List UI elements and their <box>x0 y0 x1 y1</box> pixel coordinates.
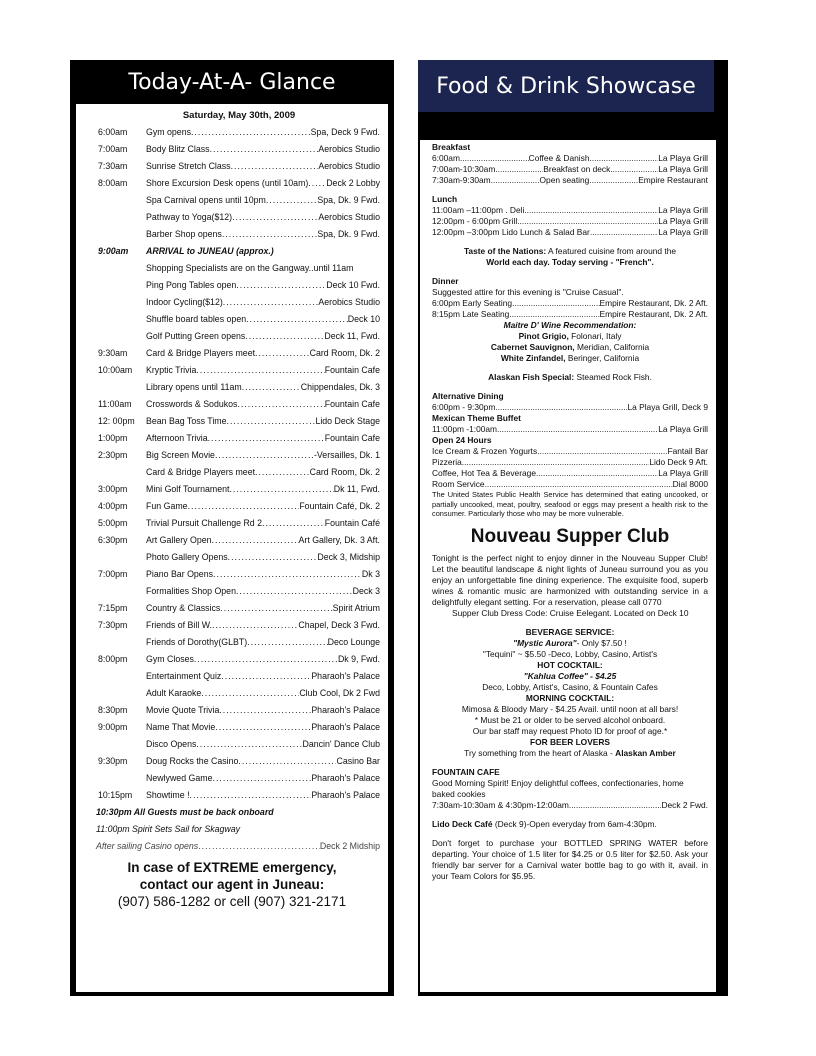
row-time: 4:00pm <box>98 501 128 511</box>
schedule-row <box>98 583 380 600</box>
row-location: Deck 3, Midship <box>317 552 380 562</box>
food-drink-panel <box>418 60 728 996</box>
row-location: Card Room, Dk. 2 <box>309 348 380 358</box>
row-event: Trivial Pursuit Challenge Rd 2 <box>146 518 263 528</box>
row-time <box>98 736 146 753</box>
row-time: 7:15pm <box>98 603 128 613</box>
row-location: Spa, Deck 9 Fwd. <box>310 127 380 137</box>
row-event: Card & Bridge Players meet <box>146 467 256 477</box>
row-event: Crosswords & Sodukos <box>146 399 238 409</box>
row-event: Gym Closes <box>146 654 194 664</box>
schedule-row <box>98 192 380 209</box>
schedule-row <box>98 685 380 702</box>
schedule-row <box>98 226 380 243</box>
schedule-row <box>98 243 380 260</box>
schedule <box>76 104 388 910</box>
schedule-row <box>98 311 380 328</box>
dinner-row: 6:00pm Early Seating ..... Empire Restaurant, Dk. 2 Aft. <box>432 298 708 309</box>
row-event: Disco Opens <box>146 739 197 749</box>
row-event: Piano Bar Opens <box>146 569 213 579</box>
schedule-date: Saturday, May 30th, 2009 <box>182 110 296 121</box>
row-location: Aerobics Studio <box>318 144 380 154</box>
dinner-attire: Suggested attire for this evening is "Cruise Casual". <box>432 287 624 297</box>
row-event: Ping Pong Tables open <box>146 280 237 290</box>
row-time: 7:00am <box>98 144 128 154</box>
row-event: Name That Movie <box>146 722 216 732</box>
row-event: Bean Bag Toss Time <box>146 416 227 426</box>
breakfast-row: 7:30am-9:30am ..... Open seating ..... Empire Restaurant <box>432 175 708 186</box>
row-location: Deck 10 <box>347 314 380 324</box>
row-event: Barber Shop opens <box>146 229 222 239</box>
row-event: Shore Excursion Desk opens (until 10am) <box>146 178 309 188</box>
breakfast-row: 7:00am-10:30am ..... Breakfast on deck ..... La Playa Grill <box>432 164 708 175</box>
row-location: Dancin' Dance Club <box>302 739 380 749</box>
schedule-row <box>98 753 380 770</box>
row-location: Aerobics Studio <box>318 297 380 307</box>
schedule-row <box>98 294 380 311</box>
schedule-row <box>98 566 380 583</box>
row-event: Pathway to Yoga($12) <box>146 212 233 222</box>
row-event: Adult Karaoke <box>146 688 202 698</box>
row-time <box>98 311 146 328</box>
breakfast-list <box>432 153 708 186</box>
schedule-row <box>98 787 380 804</box>
schedule-row <box>98 175 380 192</box>
row-location: Chippendales, Dk. 3 <box>300 382 380 392</box>
taste-of-nations: Taste of the Nations: A featured cuisine from around the World each day. Today serving - "French". <box>463 246 677 267</box>
row-time <box>98 685 146 702</box>
row-event: Photo Gallery Opens <box>146 552 228 562</box>
schedule-row <box>98 719 380 736</box>
row-time: 3:00pm <box>98 484 128 494</box>
row-location: Fountain Cafe <box>324 365 380 375</box>
after-sailing-row: After sailing Casino opens ..... Deck 2 Midship <box>96 838 380 855</box>
row-location: -Versailles, Dk. 1 <box>314 450 380 460</box>
row-location: Lido Deck Stage <box>315 416 380 426</box>
schedule-row <box>98 498 380 515</box>
row-location: Fountain Cafe <box>324 399 380 409</box>
row-time: 7:30am <box>98 161 128 171</box>
wine-item: Pinot Grigio, Folonari, Italy <box>518 331 622 341</box>
row-location: Dk 3 <box>361 569 380 579</box>
row-event: Entertainment Quiz <box>146 671 222 681</box>
supper-club-title: Nouveau Supper Club <box>470 525 670 547</box>
schedule-row <box>98 124 380 141</box>
row-event: Sunrise Stretch Class <box>146 161 231 171</box>
open24-heading: Open 24 Hours <box>432 435 492 445</box>
row-event: Golf Putting Green opens <box>146 331 246 341</box>
row-event: Gym opens <box>146 127 191 137</box>
food-title: Food & Drink Showcase <box>418 60 714 112</box>
lunch-heading: Lunch <box>432 194 458 204</box>
bottled-water-note: Don't forget to purchase your BOTTLED SPRING WATER before departing. Your choice of 1.5 liter for $4.25 or 0.5 liter for $2.50. Ask your friendly bar server for a Carnival water bottle bag to go with it, avail. in your Team Colors for $5.95. <box>432 837 708 881</box>
schedule-row <box>98 481 380 498</box>
row-location: Spirit Atrium <box>332 603 380 613</box>
schedule-row <box>98 464 380 481</box>
row-time <box>98 668 146 685</box>
schedule-row <box>98 600 380 617</box>
row-time: 10:15pm <box>98 790 133 800</box>
row-time: 6:30pm <box>98 535 128 545</box>
lunch-row: 11:00am –11:00pm . Deli ..... La Playa Grill <box>432 205 708 216</box>
glance-sheet <box>76 104 388 992</box>
row-time <box>98 379 146 396</box>
row-event: Afternoon Trivia <box>146 433 208 443</box>
row-location: Deck 10 Fwd. <box>326 280 380 290</box>
row-time: 2:30pm <box>98 450 128 460</box>
breakfast-row: 6:00am ..... Coffee & Danish ..... La Playa Grill <box>432 153 708 164</box>
open24-row: Room Service ..... Dial 8000 <box>432 479 708 490</box>
open24-row: Pizzeria ..... Lido Deck 9 Aft. <box>432 457 708 468</box>
row-location: Aerobics Studio <box>318 212 380 222</box>
schedule-row <box>98 515 380 532</box>
row-location: Pharaoh's Palace <box>311 705 380 715</box>
all-aboard-note: 10:30pm All Guests must be back onboard <box>96 807 274 817</box>
fountain-cafe-text: Good Morning Spirit! Enjoy delightful coffees, confectionaries, home baked cookies <box>432 777 684 799</box>
row-time: 9:30pm <box>98 756 128 766</box>
open24-row: Coffee, Hot Tea & Beverage ..... La Playa Grill <box>432 468 708 479</box>
schedule-row <box>98 532 380 549</box>
row-time <box>98 192 146 209</box>
wine-heading: Maitre D' Wine Recommendation: <box>503 320 637 330</box>
schedule-row <box>98 736 380 753</box>
row-location: Spa, Dk. 9 Fwd. <box>317 195 380 205</box>
wine-item: White Zinfandel, Beringer, California <box>500 353 640 363</box>
mexican-row: 11:00pm -1:00am ..... La Playa Grill <box>432 424 708 435</box>
row-event: Fun Game <box>146 501 188 511</box>
row-time <box>98 583 146 600</box>
row-event: Spa Carnival opens until 10pm <box>146 195 266 205</box>
beverage-service: BEVERAGE SERVICE: "Mystic Aurora"- Only $7.50 ! "Tequini" ~ $5.50 -Deco, Lobby, Casino, Artist's HOT COCKTAIL: "Kahlua Coffee" - $4.25 Deco, Lobby, Artist's, Casino, & Fountain Cafes MORNING COCKTAIL: Mimosa & Bloody Mary - $4.25 Avail. until noon at all bars! * Must be 21 or older to be served alcohol onboard. Our bar staff may request Photo ID for proof of age.* FOR BEER LOVERS Try something from the heart of Alaska - Alaskan Amber <box>461 626 679 758</box>
glance-title: Today-At-A- Glance <box>128 69 336 95</box>
schedule-row <box>98 396 380 413</box>
row-time: 5:00pm <box>98 518 128 528</box>
row-time: 9:00pm <box>98 722 128 732</box>
row-event: Friends of Bill W. <box>146 620 212 630</box>
today-at-a-glance-panel <box>70 60 394 996</box>
row-time <box>98 549 146 566</box>
row-location: Spa, Dk. 9 Fwd. <box>317 229 380 239</box>
schedule-row <box>98 345 380 362</box>
row-location: Chapel, Deck 3 Fwd. <box>298 620 380 630</box>
schedule-row <box>98 702 380 719</box>
food-content <box>420 140 716 882</box>
open24-row: Ice Cream & Frozen Yogurts ..... Fantail Bar <box>432 446 708 457</box>
schedule-row <box>98 430 380 447</box>
row-event: Friends of Dorothy(GLBT) <box>146 637 248 647</box>
schedule-row <box>98 651 380 668</box>
row-time: 9:30am <box>98 348 128 358</box>
row-location: Card Room, Dk. 2 <box>309 467 380 477</box>
dinner-heading: Dinner <box>432 276 459 286</box>
alt-dining-heading: Alternative Dining <box>432 391 504 401</box>
row-time: 7:00pm <box>98 569 128 579</box>
dinner-list <box>432 298 708 320</box>
schedule-row <box>98 634 380 651</box>
row-event: Big Screen Movie <box>146 450 215 460</box>
row-event: Showtime ! <box>146 790 190 800</box>
fish-special: Alaskan Fish Special: Steamed Rock Fish. <box>488 372 652 382</box>
schedule-rows <box>98 124 380 804</box>
row-location: Club Cool, Dk 2 Fwd <box>299 688 380 698</box>
row-time: 11:00am <box>98 399 132 409</box>
dinner-row: 8:15pm Late Seating ..... Empire Restaurant, Dk. 2 Aft. <box>432 309 708 320</box>
fountain-cafe-hours: 7:30am-10:30am & 4:30pm-12:00am ..... Deck 2 Fwd. <box>432 800 708 811</box>
mexican-heading: Mexican Theme Buffet <box>432 413 521 423</box>
schedule-row <box>98 277 380 294</box>
schedule-row <box>98 328 380 345</box>
row-event: Body Blitz Class <box>146 144 210 154</box>
row-time: 1:00pm <box>98 433 128 443</box>
row-time: 12: 00pm <box>98 416 135 426</box>
fountain-cafe-heading: FOUNTAIN CAFE <box>432 766 500 777</box>
wine-list <box>432 331 708 364</box>
row-location: Art Gallery, Dk. 3 Aft. <box>298 535 380 545</box>
supper-club-text: Tonight is the perfect night to enjoy dinner in the Nouveau Supper Club! Let the beautiful landscape & night lights of Juneau surround you as you enjoy an unforgettable fine dining experience. The exquisite food, superb wines & romantic music are harmonized with outstanding service in a delightfully elegant setting. For a reservation, please call 0770 <box>432 552 708 607</box>
row-time: 9:00am <box>98 246 129 256</box>
schedule-row <box>98 549 380 566</box>
row-location: Deck 3 <box>352 586 380 596</box>
breakfast-heading: Breakfast <box>432 142 471 152</box>
open24-list <box>432 446 708 490</box>
row-location: Fountain Café <box>324 518 380 528</box>
row-location: Pharaoh's Palace <box>311 773 380 783</box>
sail-note: 11:00pm Spirit Sets Sail for Skagway <box>96 824 241 834</box>
row-event: ARRIVAL to JUNEAU (approx.) <box>146 246 274 256</box>
schedule-row <box>98 260 380 277</box>
lunch-list <box>432 205 708 238</box>
schedule-row <box>98 447 380 464</box>
row-location: Pharaoh's Palace <box>311 790 380 800</box>
row-event: Doug Rocks the Casino <box>146 756 239 766</box>
schedule-row <box>98 379 380 396</box>
row-location: Pharaoh's Palace <box>311 722 380 732</box>
row-event: Shuffle board tables open <box>146 314 247 324</box>
row-time <box>98 209 146 226</box>
row-time <box>98 770 146 787</box>
row-event: Movie Quote Trivia <box>146 705 220 715</box>
schedule-row <box>98 668 380 685</box>
row-time: 8:00am <box>98 178 128 188</box>
row-time <box>98 634 146 651</box>
row-time <box>98 328 146 345</box>
row-time: 8:00pm <box>98 654 128 664</box>
schedule-row <box>98 158 380 175</box>
row-event: Kryptic Trivia <box>146 365 197 375</box>
row-time: 7:30pm <box>98 620 128 630</box>
row-time <box>98 277 146 294</box>
row-event: Art Gallery Open <box>146 535 212 545</box>
schedule-row <box>98 770 380 787</box>
row-event: Shopping Specialists are on the Gangway..until 11am <box>146 263 354 273</box>
schedule-row <box>98 362 380 379</box>
row-time <box>98 464 146 481</box>
row-location: Fountain Cafe <box>324 433 380 443</box>
lunch-row: 12:00pm - 6:00pm Grill ..... La Playa Grill <box>432 216 708 227</box>
alt-dining-row: 6:00pm - 9:30pm ..... La Playa Grill, Deck 9 <box>432 402 708 413</box>
lunch-row: 12:00pm –3:00pm Lido Lunch & Salad Bar ..... La Playa Grill <box>432 227 708 238</box>
row-location: Dk 11, Fwd. <box>333 484 380 494</box>
row-location: Deco Lounge <box>327 637 380 647</box>
schedule-row <box>98 617 380 634</box>
row-location: Deck 2 Lobby <box>326 178 380 188</box>
row-event: Indoor Cycling($12) <box>146 297 223 307</box>
row-time <box>98 260 146 277</box>
health-notice: The United States Public Health Service has determined that eating uncooked, or partially uncooked, meat, poultry, seafood or eggs may present a health risk to the consumer. Particularly those who may be more vulnerable. <box>432 490 708 518</box>
row-time <box>98 294 146 311</box>
row-event: Newlywed Game <box>146 773 213 783</box>
lido-deck-cafe: Lido Deck Café (Deck 9)-Open everyday from 6am-4:30pm. <box>432 818 657 829</box>
row-location: Pharaoh's Palace <box>311 671 380 681</box>
row-time: 10:00am <box>98 365 133 375</box>
row-event: Country & Classics <box>146 603 221 613</box>
row-event: Formalities Shop Open <box>146 586 236 596</box>
row-location: Fountain Café, Dk. 2 <box>299 501 380 511</box>
row-event: Card & Bridge Players meet <box>146 348 256 358</box>
row-location: Casino Bar <box>336 756 380 766</box>
row-location: Dk 9, Fwd. <box>337 654 380 664</box>
row-time <box>98 226 146 243</box>
schedule-row <box>98 141 380 158</box>
wine-item: Cabernet Sauvignon, Meridian, California <box>490 342 650 352</box>
row-location: Aerobics Studio <box>318 161 380 171</box>
row-time: 8:30pm <box>98 705 128 715</box>
row-location: Deck 11, Fwd. <box>324 331 380 341</box>
row-event: Mini Golf Tournament <box>146 484 230 494</box>
row-event: Library opens until 11am <box>146 382 242 392</box>
emergency-contact: In case of EXTREME emergency, contact our agent in Juneau: (907) 586-1282 or cell (907) 321-2171 <box>117 860 347 909</box>
food-sheet <box>420 140 716 992</box>
schedule-row <box>98 209 380 226</box>
schedule-row <box>98 413 380 430</box>
row-time: 6:00am <box>98 127 128 137</box>
supper-dress-code: Supper Club Dress Code: Cruise Eelegant. Located on Deck 10 <box>452 607 689 618</box>
